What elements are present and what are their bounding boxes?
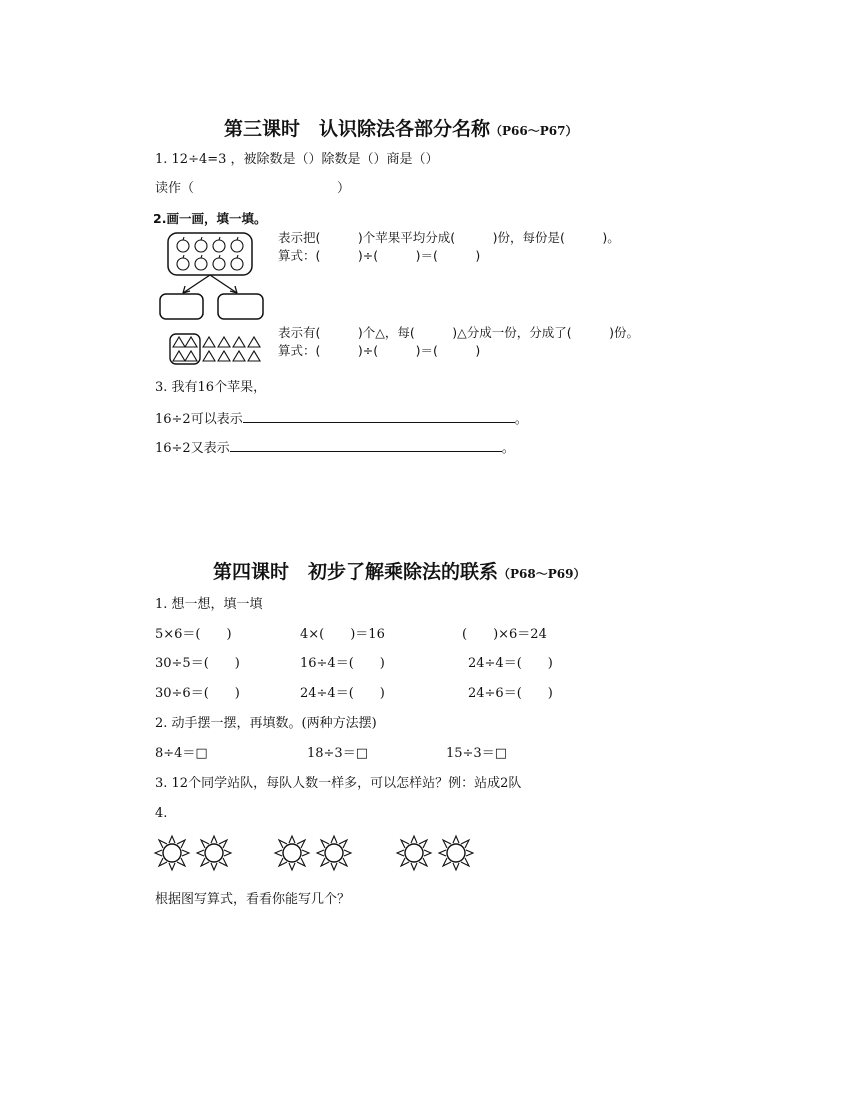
section3-pages: （P66～P67） [490, 124, 578, 138]
s3-q3: 3. 我有16个苹果， [155, 380, 267, 395]
apple-division-figure [155, 230, 275, 325]
s4-q1: 1. 想一想，填一填 [155, 597, 263, 612]
triangles-figure [165, 332, 270, 366]
s4-q2-c: 15÷3＝□ [446, 746, 507, 761]
s4-row2-b: 16÷4＝( ) [300, 656, 385, 671]
s3-q2: 2.画一画，填一填。 [153, 211, 267, 226]
s4-q3: 3. 12个同学站队，每队人数一样多，可以怎样站？例：站成2队 [155, 776, 522, 791]
s4-row1-c: ( )×6＝24 [462, 627, 547, 642]
s3-q2-line4: 算式：( )÷( )＝( ) [278, 343, 481, 358]
s4-q2: 2. 动手摆一摆，再填数。(两种方法摆) [155, 716, 377, 731]
answer-line[interactable] [243, 410, 515, 423]
sun-icon [317, 836, 351, 870]
s4-row3-c: 24÷6＝( ) [468, 686, 553, 701]
sun-icon [439, 836, 473, 870]
sun-icon [275, 836, 309, 870]
s4-q4: 4. [155, 806, 168, 821]
s3-q1-read: 读作（ ） [155, 181, 351, 196]
s3-q3-a: 16÷2可以表示 。 [155, 412, 528, 427]
s3-q2-line2: 算式：( )÷( )＝( ) [278, 248, 481, 263]
s3-q3-b: 16÷2又表示 。 [155, 441, 515, 456]
section4-pages: （P68～P69） [498, 567, 586, 581]
s4-q2-b: 18÷3＝□ [307, 746, 368, 761]
section3-title: 第三课时 认识除法各部分名称（P66～P67） [224, 118, 578, 140]
s4-q4-text: 根据图写算式，看看你能写几个？ [155, 892, 351, 907]
s3-q2-line3: 表示有( )个△，每( )△分成一份，分成了( )份。 [278, 325, 639, 340]
s4-row2-c: 24÷4＝( ) [468, 656, 553, 671]
s4-row2-a: 30÷5＝( ) [155, 656, 240, 671]
s4-row1-a: 5×6＝( ) [155, 627, 232, 642]
sun-icon [155, 836, 189, 870]
suns-figure [152, 830, 482, 876]
s4-row3-b: 24÷4＝( ) [300, 686, 385, 701]
answer-line[interactable] [230, 439, 502, 452]
s3-q1: 1. 12÷4=3 ，被除数是（）除数是（）商是（） [155, 152, 439, 167]
s4-row1-b: 4×( )＝16 [300, 627, 385, 642]
sun-icon [397, 836, 431, 870]
s3-q2-line1: 表示把( )个苹果平均分成( )份，每份是( )。 [278, 230, 620, 245]
s4-row3-a: 30÷6＝( ) [155, 686, 240, 701]
sun-icon [197, 836, 231, 870]
s4-q2-a: 8÷4＝□ [155, 746, 208, 761]
section4-title: 第四课时 初步了解乘除法的联系（P68～P69） [213, 561, 586, 583]
